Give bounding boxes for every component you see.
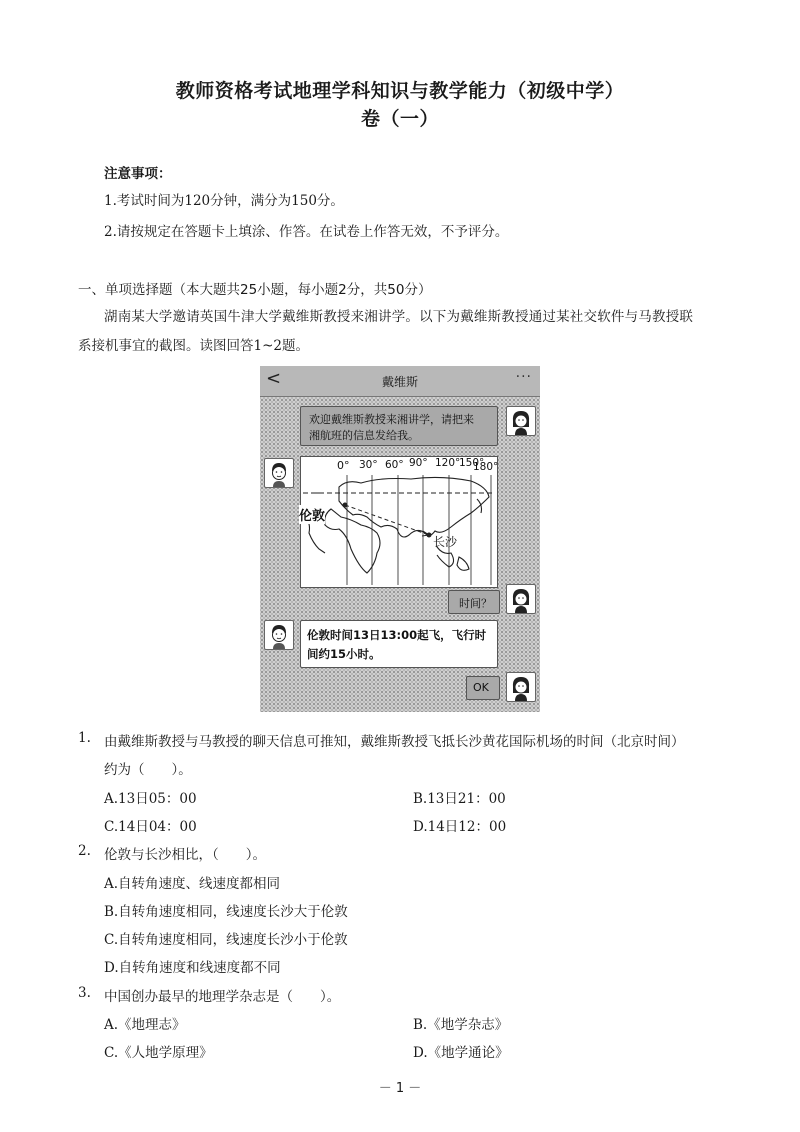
chat-message-4	[466, 676, 500, 700]
chat-message-3	[300, 620, 498, 668]
chat-message-1-line2: 湘航班的信息发给我。	[309, 429, 419, 442]
question-2-option-a[interactable]: A.自转角速度、线速度都相同	[104, 876, 281, 892]
map-degree-180: 180°	[473, 461, 499, 473]
question-3-stem: 中国创办最早的地理学杂志是（ ）。	[104, 989, 341, 1005]
female-avatar-icon	[507, 585, 535, 613]
chat-message-3-line1: 伦敦时间13日13:00起飞，飞行时	[307, 628, 487, 642]
page-number: － 1 －	[378, 1081, 422, 1096]
chat-header	[260, 366, 540, 397]
map-degree-150: 150°	[459, 457, 485, 469]
chat-message-1-line1: 欢迎戴维斯教授来湘讲学，请把来	[309, 413, 474, 426]
chat-message-2-text: 时间？	[459, 597, 492, 610]
avatar-davis-2	[264, 620, 294, 650]
question-3-number: 3.	[78, 985, 91, 1001]
map-degree-90: 90°	[409, 457, 428, 469]
question-3-option-b[interactable]: B.《地学杂志》	[413, 1017, 509, 1033]
world-map	[300, 456, 498, 588]
map-label-changsha: 长沙	[433, 535, 458, 549]
back-arrow-icon[interactable]: <	[266, 368, 282, 389]
notice-heading: 注意事项：	[104, 166, 172, 182]
male-avatar-icon	[265, 621, 293, 649]
chat-message-2	[448, 590, 500, 614]
map-degree-120: 120°	[435, 457, 461, 469]
section-intro-line2: 系接机事宜的截图。读图回答1~2题。	[78, 338, 309, 354]
map-degree-60: 60°	[385, 459, 404, 471]
chat-screenshot-figure	[260, 366, 540, 712]
chat-title: 戴维斯	[381, 375, 418, 389]
question-1-stem-line1: 由戴维斯教授与马教授的聊天信息可推知，戴维斯教授飞抵长沙黄花国际机场的时间（北京时间）	[104, 734, 685, 750]
exam-title: 教师资格考试地理学科知识与教学能力（初级中学）	[175, 80, 625, 102]
question-2-stem: 伦敦与长沙相比，（ ）。	[104, 847, 266, 863]
male-avatar-icon	[265, 459, 293, 487]
question-2-option-c[interactable]: C.自转角速度相同，线速度长沙小于伦敦	[104, 932, 348, 948]
chat-message-1	[300, 406, 498, 446]
section-intro-line1: 湖南某大学邀请英国牛津大学戴维斯教授来湘讲学。以下为戴维斯教授通过某社交软件与马教授联	[104, 309, 694, 325]
more-icon[interactable]: ···	[515, 369, 532, 385]
avatar-davis	[264, 458, 294, 488]
notice-item-2: 2.请按规定在答题卡上填涂、作答。在试卷上作答无效，不予评分。	[104, 224, 509, 240]
map-label-london: 伦敦	[299, 505, 325, 524]
question-2-option-b[interactable]: B.自转角速度相同，线速度长沙大于伦敦	[104, 904, 348, 920]
question-1-option-d[interactable]: D.14日12：00	[413, 819, 507, 835]
female-avatar-icon	[507, 407, 535, 435]
exam-subtitle: 卷（一）	[360, 108, 439, 130]
map-degree-0: 0°	[337, 459, 350, 472]
chat-message-4-text: OK	[473, 681, 489, 694]
question-1-option-b[interactable]: B.13日21：00	[413, 791, 506, 807]
question-2-option-d[interactable]: D.自转角速度和线速度都不同	[104, 960, 281, 976]
question-1-option-c[interactable]: C.14日04：00	[104, 819, 197, 835]
question-2-number: 2.	[78, 843, 91, 859]
question-1-stem-line2: 约为（ ）。	[104, 762, 192, 778]
map-degree-30: 30°	[359, 459, 378, 471]
map-graphic	[301, 457, 497, 587]
question-3-option-c[interactable]: C.《人地学原理》	[104, 1045, 213, 1061]
avatar-ma-3	[506, 672, 536, 702]
female-avatar-icon	[507, 673, 535, 701]
question-1-number: 1.	[78, 730, 91, 746]
notice-item-1: 1.考试时间为120分钟，满分为150分。	[104, 193, 344, 209]
avatar-ma	[506, 406, 536, 436]
chat-message-3-line2: 间约15小时。	[307, 647, 381, 661]
question-3-option-a[interactable]: A.《地理志》	[104, 1017, 186, 1033]
section-heading: 一、单项选择题（本大题共25小题，每小题2分，共50分）	[78, 282, 432, 298]
question-1-option-a[interactable]: A.13日05：00	[104, 791, 197, 807]
avatar-ma-2	[506, 584, 536, 614]
question-3-option-d[interactable]: D.《地学通论》	[413, 1045, 509, 1061]
